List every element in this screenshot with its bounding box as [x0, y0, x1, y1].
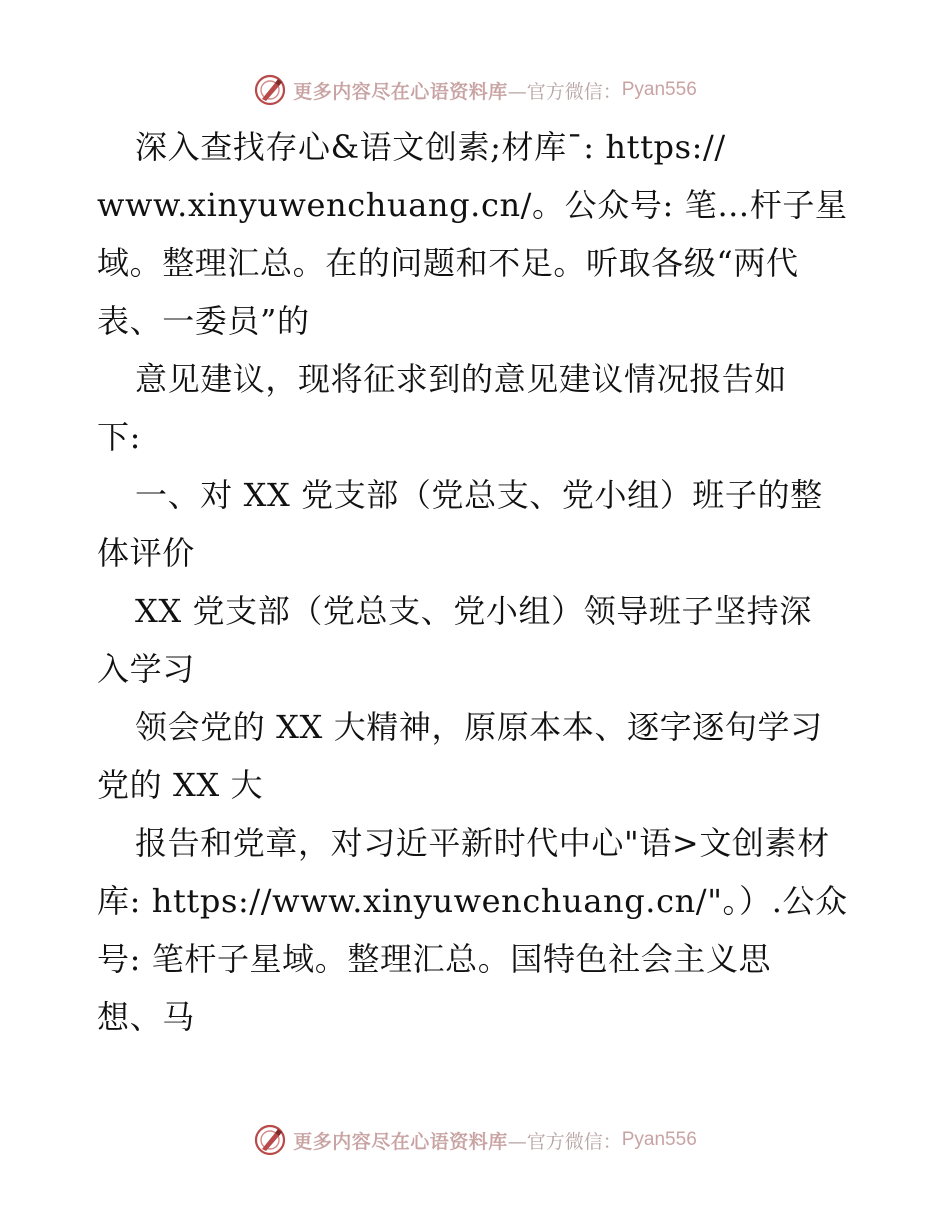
text-line: 入学习	[97, 650, 195, 688]
footer-watermark	[0, 1120, 950, 1160]
document-body	[97, 118, 857, 1046]
pen-logo-icon	[253, 1123, 287, 1157]
watermark-text: 更多内容尽在心语资料库	[293, 80, 508, 103]
text-line: 报告和党章，对习近平新时代中心"语>文创素材	[135, 824, 830, 862]
text-line: 域。整理汇总。在的问题和不足。听取各级“两代	[97, 244, 799, 282]
text-line: 领会党的 XX 大精神，原原本本、逐字逐句学习	[135, 708, 823, 746]
section-heading: 一、对 XX 党支部（党总支、党小组）班子的整	[135, 476, 823, 514]
text-line: 党的 XX 大	[97, 766, 264, 804]
text-line: 表、一委员”的	[97, 302, 310, 340]
text-line: XX 党支部（党总支、党小组）领导班子坚持深	[135, 592, 812, 630]
watermark-text: 更多内容尽在心语资料库	[293, 1130, 508, 1153]
text-line: 库: https://www.xinyuwenchuang.cn/"。）.公众	[97, 882, 848, 920]
watermark-account: Pyan556	[621, 1129, 697, 1150]
text-line: 深入查找存心&语文创素;材库¯: https://	[135, 128, 726, 166]
text-line: 意见建议，现将征求到的意见建议情况报告如	[135, 360, 788, 398]
text-line: www.xinyuwenchuang.cn/。公众号: 笔…杆子星	[97, 186, 848, 224]
pen-logo-icon	[253, 73, 287, 107]
header-watermark	[0, 70, 950, 110]
text-line: 想、马	[97, 998, 195, 1036]
section-heading-cont: 体评价	[97, 534, 195, 572]
watermark-separator: —官方微信：	[507, 80, 622, 103]
text-line: 下:	[97, 418, 141, 456]
text-line: 号: 笔杆子星域。整理汇总。国特色社会主义思	[97, 940, 772, 978]
watermark-account: Pyan556	[621, 79, 697, 100]
watermark-separator: —官方微信：	[507, 1130, 622, 1153]
